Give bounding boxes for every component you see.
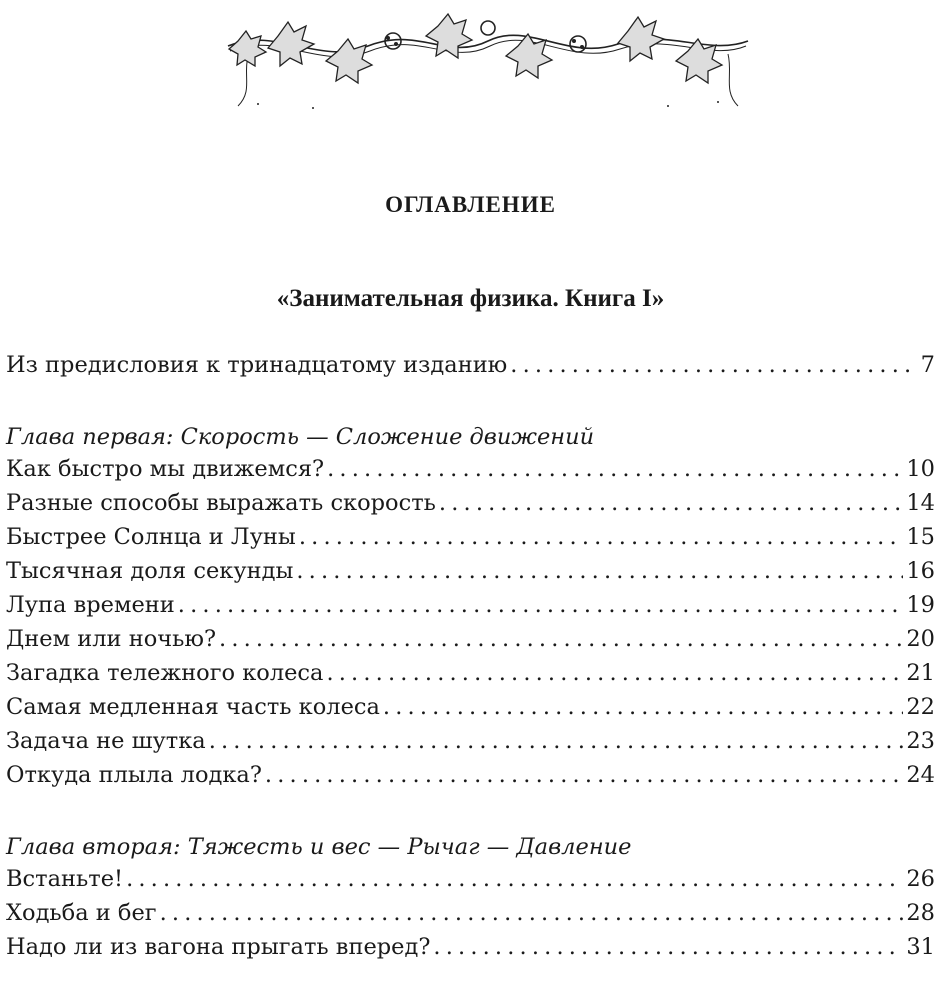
entry-title: Самая медленная часть колеса <box>6 694 380 720</box>
entry-page: 10 <box>906 456 935 482</box>
leader-dots <box>433 934 903 960</box>
leader-dots <box>326 660 903 686</box>
leader-dots <box>383 694 903 720</box>
entry-title: Задача не шутка <box>6 728 206 754</box>
leader-dots <box>126 866 903 892</box>
toc-heading: ОГЛАВЛЕНИЕ <box>385 192 556 217</box>
entry-page: 22 <box>906 694 935 720</box>
toc-entry[interactable] <box>6 456 935 490</box>
entry-page: 20 <box>906 626 935 652</box>
book-title: «Занимательная физика. Книга I» <box>276 285 665 312</box>
leader-dots <box>327 456 903 482</box>
entry-page: 16 <box>906 558 935 584</box>
entry-title: Из предисловия к тринадцатому изданию <box>6 352 508 378</box>
leader-dots <box>178 592 904 618</box>
entry-title: Днем или ночью? <box>6 626 217 652</box>
toc-entry[interactable] <box>6 866 935 900</box>
entry-page: 15 <box>906 524 935 550</box>
leader-dots <box>296 558 903 584</box>
leader-dots <box>439 490 903 516</box>
toc-entry[interactable] <box>6 558 935 592</box>
leader-dots <box>265 762 903 788</box>
leader-dots <box>219 626 903 652</box>
entry-page: 26 <box>906 866 935 892</box>
toc-entry[interactable] <box>6 934 935 968</box>
toc-entry[interactable] <box>6 762 935 796</box>
entry-title: Встаньте! <box>6 866 124 892</box>
entry-title: Откуда плыла лодка? <box>6 762 262 788</box>
entry-page: 19 <box>906 592 935 618</box>
entry-title: Тысячная доля секунды <box>6 558 294 584</box>
chapter-heading: Глава вторая: Тяжесть и вес — Рычаг — Давление <box>6 834 632 860</box>
entry-title: Разные способы выражать скорость <box>6 490 436 516</box>
entry-title: Ходьба и бег <box>6 900 157 926</box>
leader-dots <box>160 900 904 926</box>
entry-page: 23 <box>906 728 935 754</box>
toc-entry[interactable] <box>6 660 935 694</box>
entry-page: 21 <box>906 660 935 686</box>
leader-dots <box>299 524 904 550</box>
toc-entry[interactable] <box>6 524 935 558</box>
toc-entry[interactable] <box>6 490 935 524</box>
toc-entry-preface[interactable] <box>6 352 935 386</box>
entry-title: Лупа времени <box>6 592 175 618</box>
entry-page: 28 <box>906 900 935 926</box>
toc-entry[interactable] <box>6 900 935 934</box>
entry-page: 24 <box>906 762 935 788</box>
leader-dots <box>510 352 917 378</box>
entry-title: Надо ли из вагона прыгать вперед? <box>6 934 431 960</box>
entry-page: 14 <box>906 490 935 516</box>
toc-entry[interactable] <box>6 694 935 728</box>
entry-title: Загадка тележного колеса <box>6 660 324 686</box>
entry-page: 31 <box>906 934 935 960</box>
toc-entry[interactable] <box>6 592 935 626</box>
entry-title: Быстрее Солнца и Луны <box>6 524 296 550</box>
vine-ornament <box>218 6 758 118</box>
leader-dots <box>209 728 904 754</box>
chapter-heading: Глава первая: Скорость — Сложение движений <box>6 424 595 450</box>
toc-entry[interactable] <box>6 626 935 660</box>
entry-title: Как быстро мы движемся? <box>6 456 325 482</box>
toc-entry[interactable] <box>6 728 935 762</box>
entry-page: 7 <box>920 352 935 378</box>
